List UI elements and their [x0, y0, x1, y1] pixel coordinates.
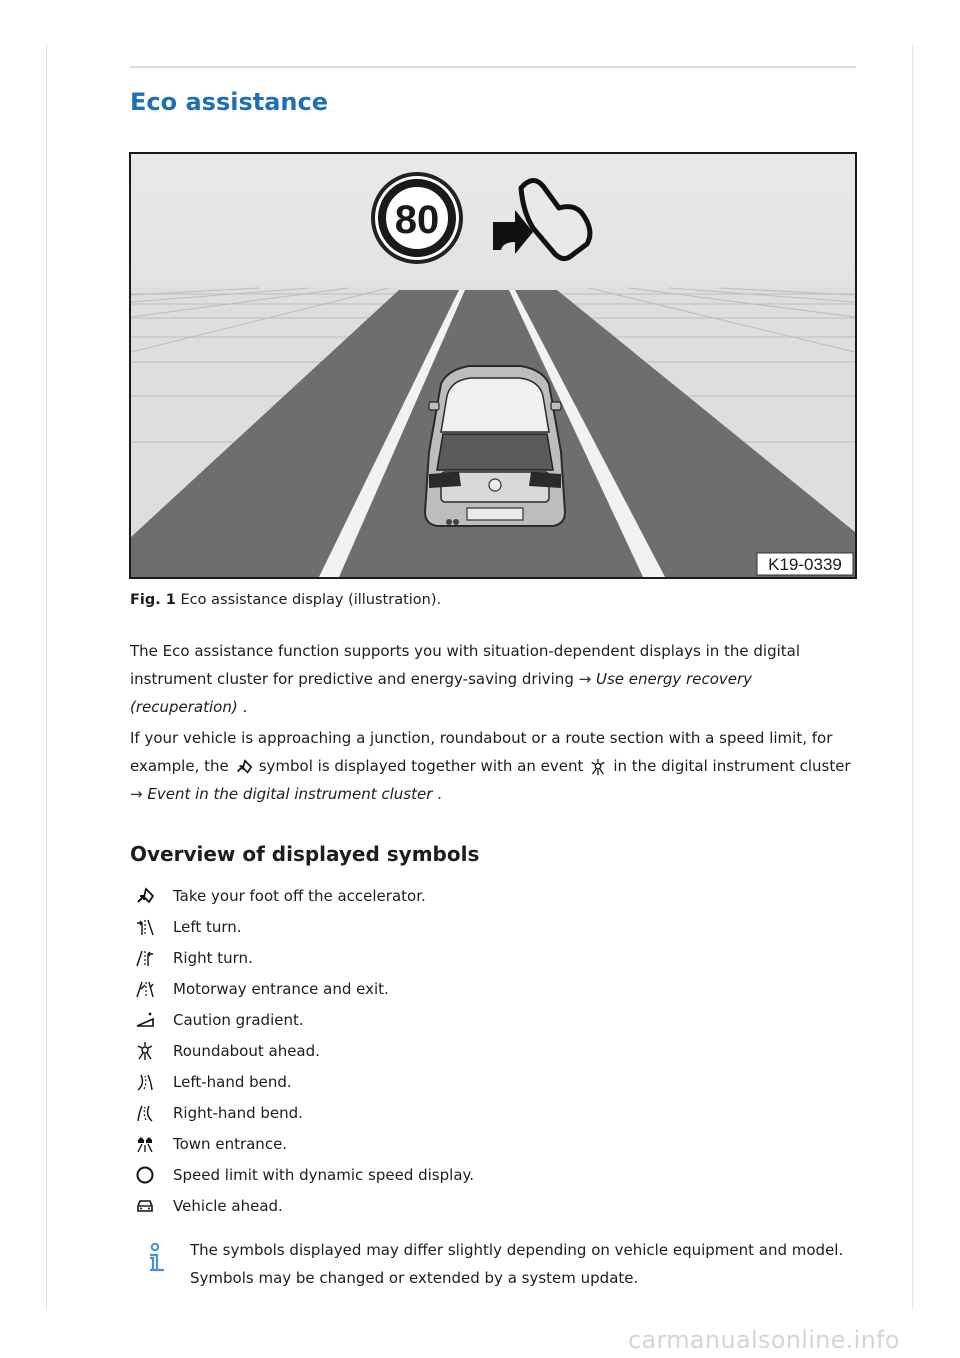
intro-text: The Eco assistance function supports you with situation-dependent displays in the digital instrument cluster for predictive and energy-saving driving: [130, 642, 801, 688]
symbol-text: Caution gradient.: [173, 1010, 304, 1029]
roundabout-icon: [134, 1040, 156, 1062]
list-item: [130, 1159, 830, 1190]
figure-caption: [130, 592, 441, 608]
speed-limit-circle-icon: [134, 1164, 156, 1186]
watermark: carmanualsonline.info: [628, 1326, 900, 1354]
info-note: [130, 1236, 860, 1292]
right-hand-bend-icon: [134, 1102, 156, 1124]
list-item: [130, 1190, 830, 1221]
info-icon: [142, 1242, 168, 1276]
caution-gradient-icon: [134, 1009, 156, 1031]
approach-end: .: [432, 785, 442, 803]
list-item: [130, 911, 830, 942]
approach-text-b: symbol is displayed together with an event: [258, 757, 584, 775]
intro-paragraph: [130, 637, 860, 721]
motorway-entrance-exit-icon: [134, 978, 156, 1000]
speed-sign-value: 80: [394, 198, 440, 242]
xref-arrow: →: [578, 670, 592, 688]
list-item: [130, 1097, 830, 1128]
figure-code: K19-0339: [768, 555, 842, 574]
symbol-text: Right turn.: [173, 948, 253, 967]
left-hand-bend-icon: [134, 1071, 156, 1093]
list-item: [130, 1035, 830, 1066]
symbol-text: Right-hand bend.: [173, 1103, 303, 1122]
approach-text-c: in the digital instrument cluster: [613, 757, 851, 775]
symbol-text: Take your foot off the accelerator.: [173, 886, 426, 905]
speed-limit-sign: [373, 174, 461, 262]
symbol-text: Town entrance.: [173, 1134, 288, 1153]
header-rule: [130, 66, 856, 68]
roundabout-inline-icon: [589, 758, 607, 776]
info-note-text: The symbols displayed may differ slightly depending on vehicle equipment and model. Symbols may be changed or extended by a system update.: [190, 1241, 844, 1287]
approach-text-a: If your vehicle is approaching a junction, roundabout or a route section with a speed limit, for example, the: [130, 729, 833, 775]
figure-caption-text: Eco assistance display (illustration).: [180, 592, 442, 608]
left-turn-icon: [134, 916, 156, 938]
list-item: [130, 942, 830, 973]
intro-end: .: [237, 698, 248, 716]
list-item: [130, 880, 830, 911]
symbol-list: [130, 880, 830, 1221]
car-illustration: [425, 366, 565, 526]
town-entrance-icon: [134, 1133, 156, 1155]
symbol-text: Speed limit with dynamic speed display.: [173, 1165, 475, 1184]
list-item: [130, 973, 830, 1004]
symbol-text: Motorway entrance and exit.: [173, 979, 389, 998]
figure-caption-label: Fig. 1: [130, 592, 176, 608]
xref-arrow-2: →: [130, 785, 143, 803]
symbol-text: Left-hand bend.: [173, 1072, 292, 1091]
eco-assistance-figure: [129, 152, 857, 579]
symbol-text: Roundabout ahead.: [173, 1041, 320, 1060]
left-margin-line: [46, 44, 47, 1310]
right-turn-icon: [134, 947, 156, 969]
vehicle-ahead-icon: [134, 1195, 156, 1217]
page-title: Eco assistance: [130, 88, 328, 116]
list-item: [130, 1066, 830, 1097]
symbol-text: Left turn.: [173, 917, 242, 936]
list-item: [130, 1128, 830, 1159]
overview-heading: Overview of displayed symbols: [130, 842, 480, 866]
foot-off-accelerator-icon: [134, 885, 156, 907]
right-margin-line: [912, 44, 913, 1310]
list-item: [130, 1004, 830, 1035]
approach-paragraph: [130, 724, 860, 808]
link-event-digital-cluster[interactable]: Event in the digital instrument cluster: [147, 785, 433, 803]
symbol-text: Vehicle ahead.: [173, 1196, 283, 1215]
link-use-energy-recovery[interactable]: Use energy recovery (recuperation): [130, 670, 753, 716]
foot-off-accelerator-inline-icon: [235, 758, 253, 776]
